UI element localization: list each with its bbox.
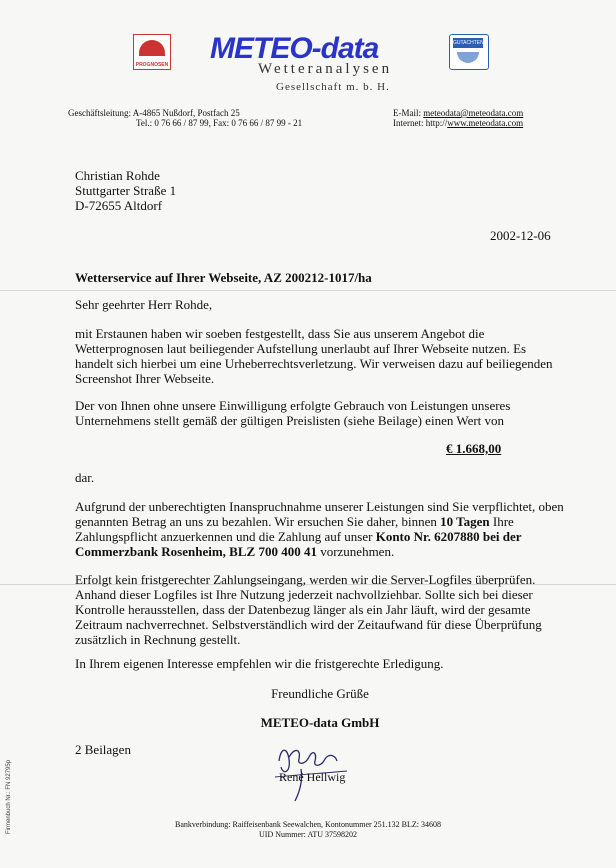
payment-deadline: 10 Tagen: [440, 514, 490, 529]
brand-subtitle: Wetteranalysen: [258, 61, 393, 77]
website-link[interactable]: www.meteodata.com: [447, 118, 524, 128]
phone-fax: Tel.: 0 76 66 / 87 99, Fax: 0 76 66 / 87 99 - 21: [136, 118, 303, 128]
paragraph-2: Der von Ihnen ohne unsere Einwilligung erfolgte Gebrauch von Leistungen unseres Unternehmens stellt gemäß der gültigen Preislisten (siehe Beilage) einen Wert von: [75, 398, 511, 428]
footer-bank: Bankverbindung: Raiffeisenbank Seewalchen, Kontonummer 251.132 BLZ: 34608: [174, 820, 442, 829]
paper-fold: [0, 290, 616, 291]
prognosen-logo: PROGNOSEN: [133, 34, 171, 70]
paragraph-2-end: dar.: [75, 470, 95, 485]
paragraph-1: mit Erstaunen haben wir soeben festgestellt, dass Sie aus unserem Angebot die Wetterprognosen laut beiliegender Aufstellung unerlaubt auf Ihrer Webseite nutzen. Es handelt sich hierbei um eine Urheberrechtsverletzung. Wir verweisen dazu auf beiliegenden Screenshot Ihrer Webseite.: [75, 326, 553, 386]
recipient-city: D-72655 Altdorf: [75, 198, 163, 213]
claim-amount: € 1.668,00: [446, 441, 502, 456]
recipient-address: [75, 168, 176, 213]
brand-logo: METEO-data: [210, 32, 379, 65]
paragraph-5: In Ihrem eigenen Interesse empfehlen wir die fristgerechte Erledigung.: [75, 656, 444, 671]
bank-account: Konto Nr. 6207880 bei der Commerzbank Rosenheim, BLZ 700 400 41: [75, 529, 522, 559]
management-address: Geschäftsleitung: A-4865 Nußdorf, Postfach 25: [68, 108, 240, 118]
footer-uid: UID Nummer: ATU 37598202: [259, 830, 357, 839]
signer-name: René Hellwig: [279, 770, 346, 784]
recipient-street: Stuttgarter Straße 1: [75, 183, 177, 198]
paragraph-3: Aufgrund der unberechtigten Inanspruchnahme unserer Leistungen sind Sie verpflichtet, oben genannten Betrag an uns zu bezahlen. Wir ersuchen Sie daher, binnen 10 Tagen Ihre Zahlungspflicht anzuerkennen und die Zahlung auf unser Konto Nr. 6207880 bei der Commerzbank Rosenheim, BLZ 700 400 41 vorzunehmen.: [75, 499, 564, 559]
internet-line: Internet: http://www.meteodata.com: [393, 118, 524, 128]
email-line: E-Mail: meteodata@meteodata.com: [393, 108, 524, 118]
email-link[interactable]: meteodata@meteodata.com: [423, 108, 524, 118]
company-register-note: Firmenbuch Nr.: FN 92795p: [6, 759, 12, 834]
gutachten-logo: GUTACHTEN: [449, 34, 489, 70]
letter-subject: Wetterservice auf Ihrer Webseite, AZ 200212-1017/ha: [75, 270, 372, 285]
recipient-name: Christian Rohde: [75, 168, 160, 183]
paragraph-4: Erfolgt kein fristgerechter Zahlungseingang, werden wir die Server-Logfiles überprüfen. Anhand dieser Logfiles ist Ihre Nutzung jederzeit nachvollziehbar. Sollte sich bei dieser Kontrolle herausstellen, dass der Datenbezug länger als ein Jahr läuft, wird der gesamte Zeitraum nachverrechnet. Selbstverständlich wird der Zeitaufwand für diese Überprüfung zusätzlich in Rechnung gestellt.: [75, 572, 542, 647]
letter-date: 2002-12-06: [490, 228, 551, 243]
brand-company-form: Gesellschaft m. b. H.: [276, 81, 390, 93]
closing-greeting: Freundliche Grüße: [271, 686, 369, 701]
salutation: Sehr geehrter Herr Rohde,: [75, 297, 213, 312]
closing-company: METEO-data GmbH: [260, 715, 380, 730]
enclosures: 2 Beilagen: [75, 742, 131, 757]
